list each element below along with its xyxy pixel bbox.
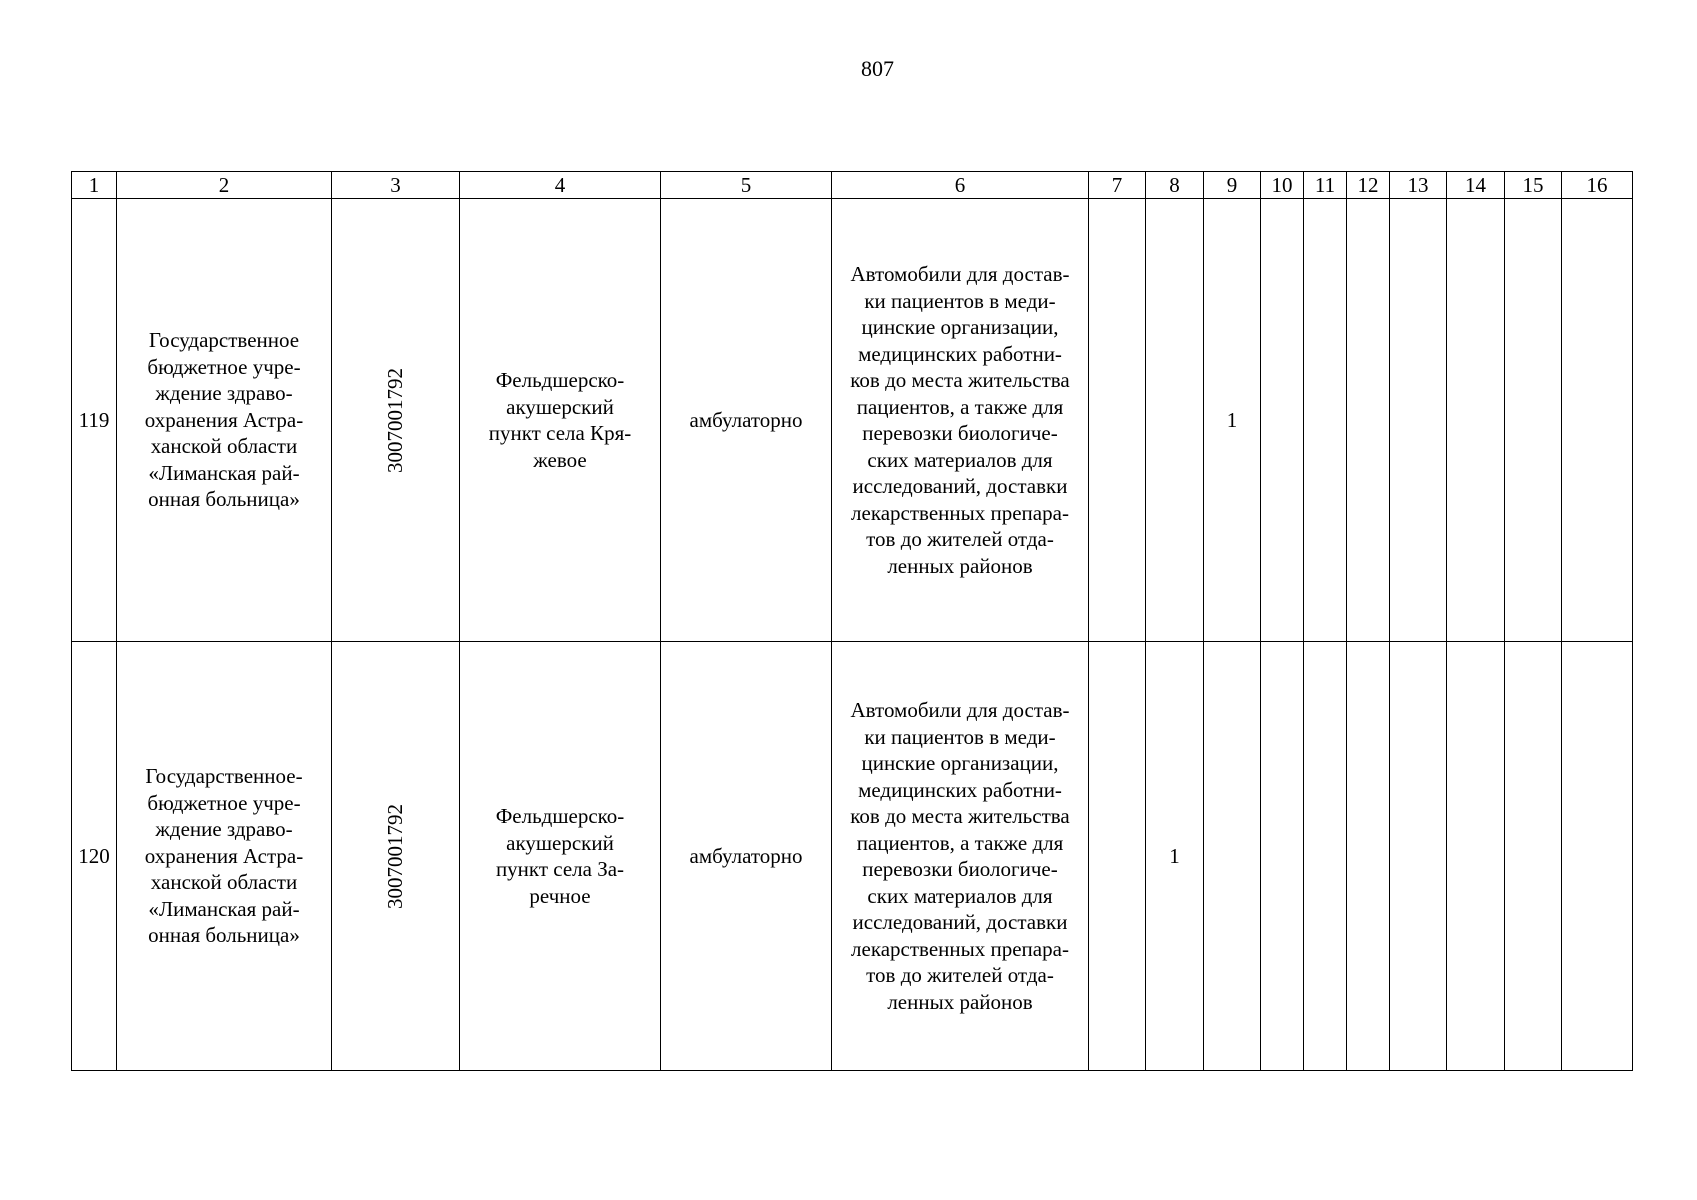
unit-name-line: акушерский xyxy=(506,830,614,855)
care-type: амбулаторно xyxy=(661,642,832,1071)
vehicle-purpose-line: Автомобили для достав- xyxy=(850,262,1070,286)
table-row xyxy=(72,199,1633,642)
count-cell-11 xyxy=(1304,642,1347,1071)
vehicle-purpose-line: пациентов, а также для xyxy=(856,394,1064,419)
vehicle-purpose-line: исследований, доставки xyxy=(852,474,1068,498)
organization-code-text: 3007001792 xyxy=(383,803,408,909)
organization-name-line: ханской области xyxy=(150,870,298,895)
count-cell-15 xyxy=(1505,199,1562,642)
unit-name-line: речное xyxy=(529,883,591,908)
column-header: 7 xyxy=(1089,172,1146,199)
vehicle-purpose-line: ленных районов xyxy=(887,553,1033,578)
vehicle-purpose-line: ки пациентов в меди- xyxy=(864,288,1056,313)
organization-name-line: охранения Астра- xyxy=(144,407,304,432)
vehicle-purpose-line: ских материалов для xyxy=(867,447,1053,472)
count-cell-16 xyxy=(1562,642,1633,1071)
vehicle-purpose-line: тов до жителей отда- xyxy=(866,963,1054,987)
vehicle-purpose-line: ки пациентов в меди- xyxy=(864,724,1056,749)
organization-name-line: Государственное- xyxy=(145,764,303,789)
registry-table xyxy=(71,171,1633,1071)
vehicle-purpose-line: ков до места жительства xyxy=(850,804,1070,828)
unit-name-line: Фельдшерско- xyxy=(495,368,625,392)
organization-name-line: охранения Астра- xyxy=(144,843,304,868)
organization-name-line: онная больница» xyxy=(148,487,300,512)
table-row xyxy=(72,642,1633,1071)
count-cell-9: 1 xyxy=(1204,199,1261,642)
count-cell-8 xyxy=(1146,199,1204,642)
organization-name xyxy=(117,199,332,642)
vehicle-purpose-line: пациентов, а также для xyxy=(856,830,1064,855)
column-header: 2 xyxy=(117,172,332,199)
column-header: 3 xyxy=(332,172,460,199)
column-header: 9 xyxy=(1204,172,1261,199)
count-cell-14 xyxy=(1447,642,1505,1071)
organization-code xyxy=(332,642,460,1071)
vehicle-purpose-line: цинские организации, xyxy=(861,315,1059,339)
column-header: 15 xyxy=(1505,172,1562,199)
vehicle-purpose-line: медицинских работни- xyxy=(858,777,1062,802)
count-cell-10 xyxy=(1261,199,1304,642)
organization-code xyxy=(332,199,460,642)
vehicle-purpose xyxy=(832,642,1089,1071)
count-cell-14 xyxy=(1447,199,1505,642)
column-header: 6 xyxy=(832,172,1089,199)
organization-name-line: «Лиманская рай- xyxy=(148,896,300,921)
vehicle-purpose-line: ских материалов для xyxy=(867,883,1053,908)
column-header: 12 xyxy=(1347,172,1390,199)
column-header: 13 xyxy=(1390,172,1447,199)
column-header: 1 xyxy=(72,172,117,199)
vehicle-purpose-line: лекарственных препара- xyxy=(851,936,1069,961)
care-type: амбулаторно xyxy=(661,199,832,642)
organization-name-line: бюджетное учре- xyxy=(147,790,301,815)
organization-code-text: 3007001792 xyxy=(383,367,408,473)
vehicle-purpose-line: исследований, доставки xyxy=(852,910,1068,934)
vehicle-purpose-line: Автомобили для достав- xyxy=(850,698,1070,722)
organization-name-line: ханской области xyxy=(150,434,298,459)
count-cell-7 xyxy=(1089,642,1146,1071)
vehicle-purpose-line: ков до места жительства xyxy=(850,368,1070,392)
count-cell-15 xyxy=(1505,642,1562,1071)
column-header: 16 xyxy=(1562,172,1633,199)
column-header: 5 xyxy=(661,172,832,199)
organization-name-line: ждение здраво- xyxy=(155,817,293,842)
organization-name-line: «Лиманская рай- xyxy=(148,460,300,485)
vehicle-purpose-line: медицинских работни- xyxy=(858,341,1062,366)
organization-name xyxy=(117,642,332,1071)
page-number: 807 xyxy=(861,56,894,81)
unit-name-line: пункт села Кря- xyxy=(488,421,632,445)
count-cell-7 xyxy=(1089,199,1146,642)
unit-name-line: жевое xyxy=(533,447,587,472)
count-cell-12 xyxy=(1347,199,1390,642)
vehicle-purpose-line: ленных районов xyxy=(887,989,1033,1014)
row-number: 120 xyxy=(72,642,117,1071)
count-cell-10 xyxy=(1261,642,1304,1071)
unit-name xyxy=(460,199,661,642)
organization-name-line: онная больница» xyxy=(148,923,300,948)
vehicle-purpose-line: перевозки биологиче- xyxy=(862,421,1058,445)
unit-name-line: пункт села За- xyxy=(495,857,625,881)
organization-name-line: ждение здраво- xyxy=(155,381,293,406)
count-cell-13 xyxy=(1390,642,1447,1071)
vehicle-purpose-line: лекарственных препара- xyxy=(851,500,1069,525)
header-row xyxy=(72,172,1633,199)
organization-name-line: бюджетное учре- xyxy=(147,354,301,379)
column-header: 11 xyxy=(1304,172,1347,199)
count-cell-12 xyxy=(1347,642,1390,1071)
count-cell-11 xyxy=(1304,199,1347,642)
vehicle-purpose-line: цинские организации, xyxy=(861,751,1059,775)
count-cell-9 xyxy=(1204,642,1261,1071)
vehicle-purpose-line: перевозки биологиче- xyxy=(862,857,1058,881)
count-cell-13 xyxy=(1390,199,1447,642)
vehicle-purpose xyxy=(832,199,1089,642)
column-header: 8 xyxy=(1146,172,1204,199)
unit-name xyxy=(460,642,661,1071)
count-cell-8: 1 xyxy=(1146,642,1204,1071)
organization-name-line: Государственное xyxy=(148,328,300,353)
vehicle-purpose-line: тов до жителей отда- xyxy=(866,527,1054,551)
column-header: 14 xyxy=(1447,172,1505,199)
unit-name-line: Фельдшерско- xyxy=(495,804,625,828)
unit-name-line: акушерский xyxy=(506,394,614,419)
count-cell-16 xyxy=(1562,199,1633,642)
column-header: 10 xyxy=(1261,172,1304,199)
row-number: 119 xyxy=(72,199,117,642)
column-header: 4 xyxy=(460,172,661,199)
